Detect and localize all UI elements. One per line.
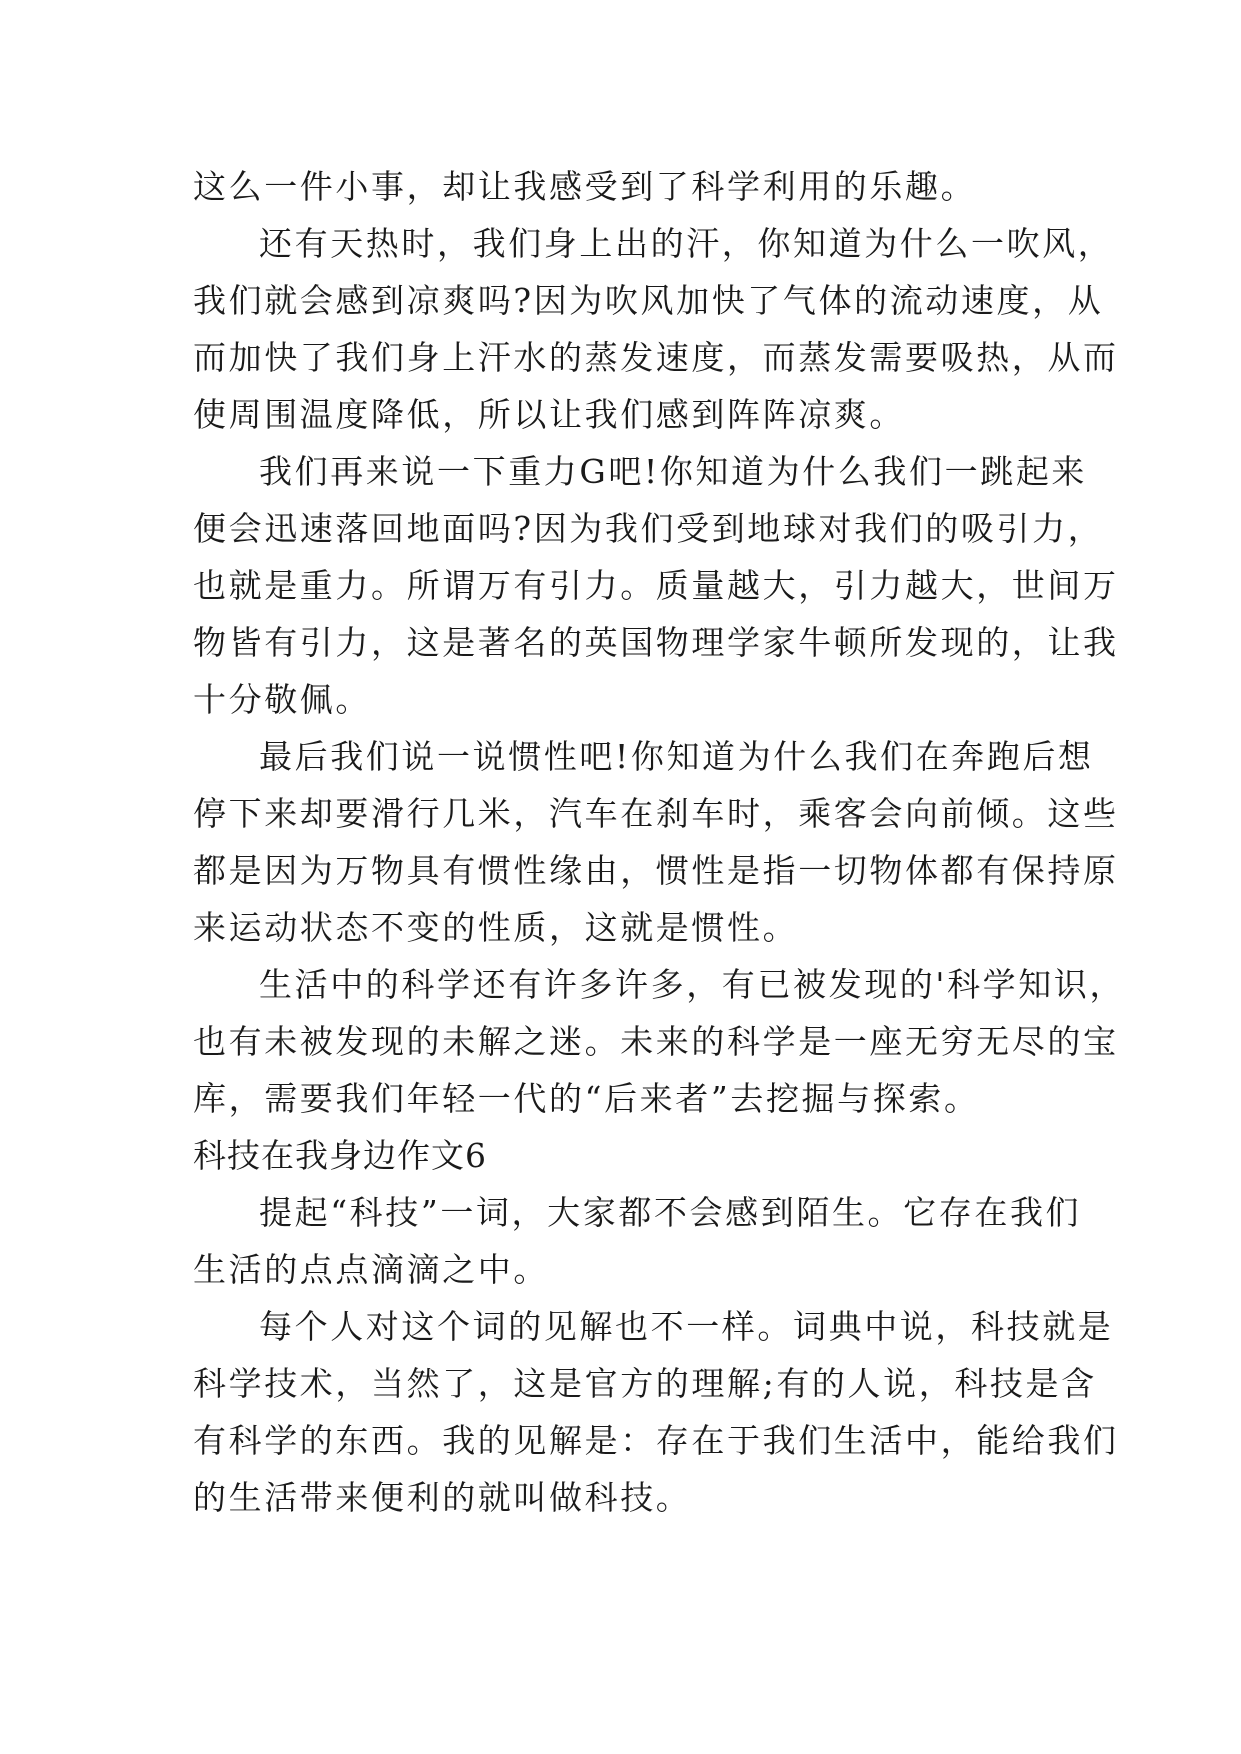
- text-line: 这么一件小事，却让我感受到了科学利用的乐趣。: [193, 167, 977, 206]
- text-line: 使周围温度降低，所以让我们感到阵阵凉爽。: [193, 395, 905, 434]
- text-line: 物皆有引力，这是著名的英国物理学家牛顿所发现的，让我: [193, 623, 1119, 662]
- section-heading: 科技在我身边作文6: [193, 1136, 487, 1175]
- text-line: 生活的点点滴滴之中。: [193, 1250, 549, 1289]
- text-line: 的生活带来便利的就叫做科技。: [193, 1478, 692, 1517]
- text-line: 而加快了我们身上汗水的蒸发速度，而蒸发需要吸热，从而: [193, 338, 1119, 377]
- text-line: 都是因为万物具有惯性缘由，惯性是指一切物体都有保持原: [193, 851, 1119, 890]
- text-line: 也有未被发现的未解之迷。未来的科学是一座无穷无尽的宝: [193, 1022, 1119, 1061]
- text-line: 便会迅速落回地面吗?因为我们受到地球对我们的吸引力，: [193, 509, 1104, 548]
- paragraph-first-line: 最后我们说一说惯性吧!你知道为什么我们在奔跑后想: [259, 737, 1094, 776]
- paragraph-first-line: 还有天热时，我们身上出的汗，你知道为什么一吹风，: [259, 224, 1114, 263]
- text-line: 库，需要我们年轻一代的“后来者”去挖掘与探索。: [193, 1079, 980, 1118]
- text-line: 停下来却要滑行几米，汽车在刹车时，乘客会向前倾。这些: [193, 794, 1119, 833]
- text-line: 也就是重力。所谓万有引力。质量越大，引力越大，世间万: [193, 566, 1119, 605]
- text-line: 我们就会感到凉爽吗?因为吹风加快了气体的流动速度，从: [193, 281, 1104, 320]
- paragraph-first-line: 每个人对这个词的见解也不一样。词典中说，科技就是: [259, 1307, 1114, 1346]
- paragraph-first-line: 提起“科技”一词，大家都不会感到陌生。它存在我们: [259, 1193, 1082, 1232]
- text-line: 来运动状态不变的性质，这就是惯性。: [193, 908, 799, 947]
- text-line: 科学技术，当然了，这是官方的理解;有的人说，科技是含: [193, 1364, 1097, 1403]
- text-line: 十分敬佩。: [193, 680, 371, 719]
- text-line: 有科学的东西。我的见解是：存在于我们生活中，能给我们: [193, 1421, 1119, 1460]
- paragraph-first-line: 生活中的科学还有许多许多，有已被发现的'科学知识，: [259, 965, 1126, 1004]
- paragraph-first-line: 我们再来说一下重力G吧!你知道为什么我们一跳起来: [259, 452, 1088, 491]
